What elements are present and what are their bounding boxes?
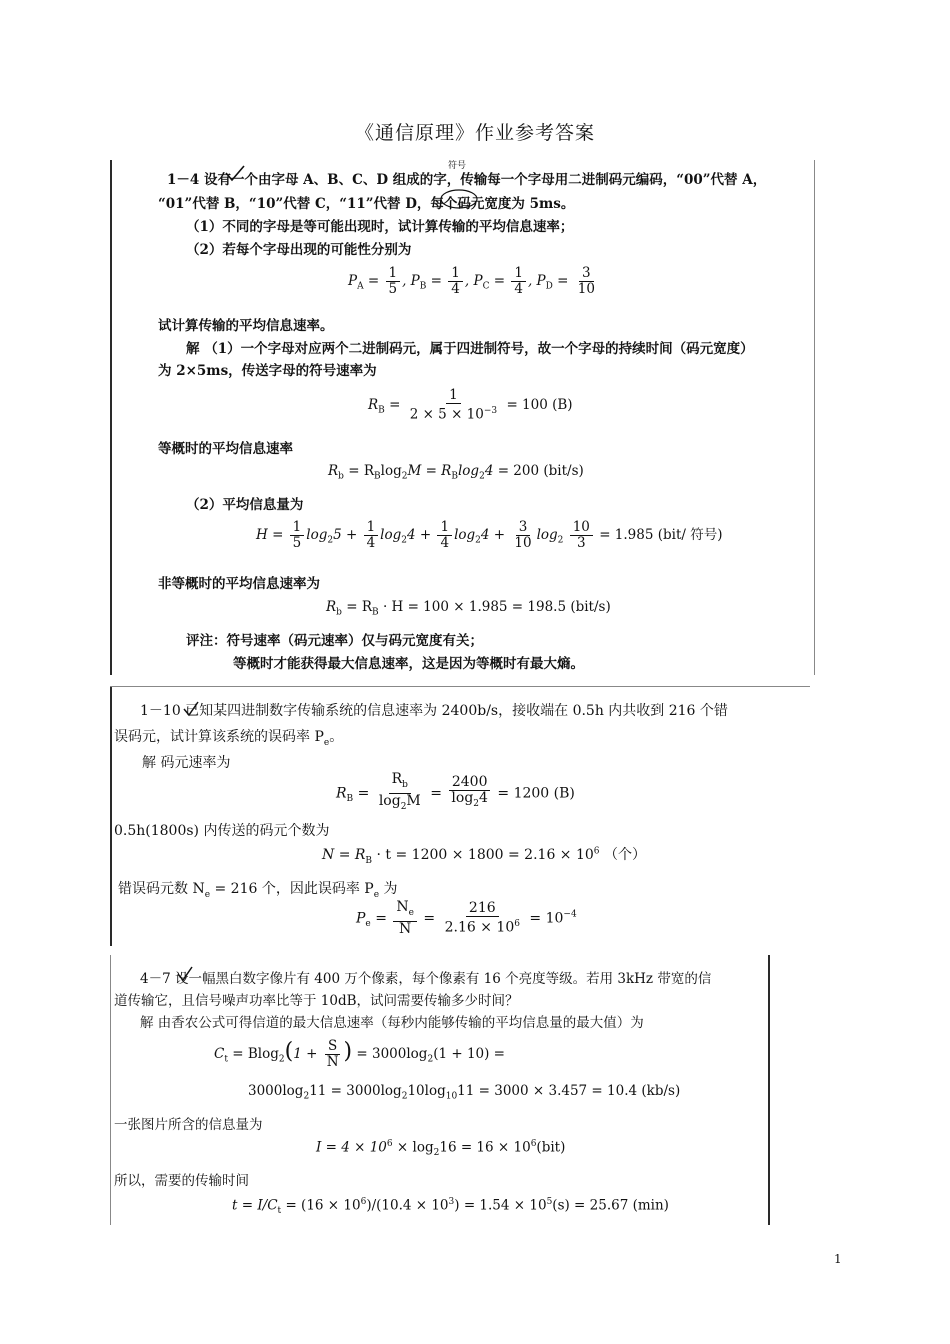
- comment-line1: 评注：符号速率（码元速率）仅与码元宽度有关；: [186, 633, 483, 649]
- error-rate-equation: $P_e$ = $\frac{N_e}{N}$ = $\frac{216}{2.16 \times 10^6}$ = $10^{-4}$: [356, 899, 577, 937]
- check-mark-icon: [224, 164, 246, 186]
- problem-1-10-statement-line2: 误码元，试计算该系统的误码率 $P_e$。: [114, 729, 344, 748]
- shannon-equation: $C_t = Blog_2(1$ + $\frac{S}{N}$ ) = $3000\log_2(1 + 10)$ =: [214, 1038, 505, 1070]
- entropy-equation: H = $\frac{1}{5}$ $\log_25$ + $\frac{1}{4}$ $\log_24$ + $\frac{1}{4}$ $\log_24$ + $\frac{3}{10}$ $\log_2$ $\frac{10}{3}$ = 1.985 (bit/ 符号): [256, 519, 723, 551]
- unequal-info-rate-equation: $R_b = R_B \cdot H = 100 \times 1.985 = 198.5$ (bit/s): [326, 599, 611, 618]
- error-count-label: 错误码元数 $N_e = 216$ 个，因此误码率 $P_e$ 为: [118, 881, 398, 900]
- problem-1-4-statement-line1: 1－4 设有一个由字母 A、B、C、D 组成的字，传输每一个字母用二进制码元编码，“00”代替 A，: [167, 172, 767, 188]
- info-rate-equation: $R_b = R_B\log_2M = R_B\log_24 = 200$ (bit/s): [328, 463, 584, 482]
- problem-4-7-solution: 解 由香农公式可得信道的最大信息速率（每秒内能够传输的平均信息量的最大值）为: [140, 1015, 644, 1031]
- problem-1-10-solution: 解 码元速率为: [142, 755, 231, 771]
- problem-4-7-scan: [110, 955, 770, 1225]
- problem-1-10-scan: [110, 686, 810, 946]
- symbol-count-label: 0.5h(1800s) 内传送的码元个数为: [114, 823, 330, 839]
- solution-line1: 解 （1）一个字母对应两个二进制码元，属于四进制符号，故一个字母的持续时间（码元宽度）: [186, 341, 754, 357]
- check-mark-icon: [176, 965, 194, 987]
- problem-1-4-statement-line2: “01”代替 B，“10”代替 C，“11”代替 D，每个码元宽度为 5ms。: [158, 196, 575, 212]
- problem-1-4-scan: [110, 160, 815, 675]
- problem-1-4-ask: 试计算传输的平均信息速率。: [158, 318, 334, 334]
- capacity-equation: $3000\log_211 = 3000\log_210\log_{10}11 = 3000 \times 3.457 = 10.4$ (kb/s): [248, 1083, 681, 1102]
- solution-line2: 为 2×5ms，传送字母的符号速率为: [158, 363, 377, 379]
- handwritten-annotation: 符号: [448, 161, 467, 171]
- comment-line2: 等概时才能获得最大信息速率，这是因为等概时有最大熵。: [233, 656, 584, 672]
- probability-equation: $P_A$ = $\frac{1}{5}$ , $P_B$ = $\frac{1}{4}$ , $P_C$ = $\frac{1}{4}$ , $P_D$ = $\frac{3}{10}$: [348, 265, 595, 297]
- avg-info-label: （2）平均信息量为: [186, 497, 304, 513]
- symbol-rate-equation-2: $R_B$ = $\frac{R_b}{\log_2M}$ = $\frac{2400}{\log_24}$ = 1200 (B): [336, 771, 575, 812]
- image-info-equation: $I = 4 \times 10^6 \times \log_216 = 16 \times 10^6(bit)$: [316, 1139, 566, 1159]
- equal-prob-label: 等概时的平均信息速率: [158, 441, 293, 457]
- problem-4-7-statement-line1: 4－7 设一幅黑白数字像片有 400 万个像素，每个像素有 16 个亮度等级。若用 3kHz 带宽的信: [140, 971, 712, 987]
- problem-1-4-part1: （1）不同的字母是等可能出现时，试计算传输的平均信息速率；: [186, 219, 574, 235]
- page-number: 1: [834, 1252, 842, 1266]
- transmission-time-equation: $t = I/C_t = (16 \times 10^6)/(10.4 \times 10^3) = 1.54 \times 10^5(s) = 25.67$ (min): [232, 1197, 669, 1217]
- problem-4-7-statement-line2: 道传输它，且信号噪声功率比等于 10dB，试问需要传输多少时间？: [114, 993, 519, 1009]
- problem-1-10-statement-line1: 1－10 已知某四进制数字传输系统的信息速率为 2400b/s，接收端在 0.5h 内共收到 216 个错: [140, 703, 728, 719]
- circle-annotation-icon: [439, 188, 479, 214]
- check-mark-icon: [182, 700, 200, 722]
- problem-1-4-part2: （2）若每个字母出现的可能性分别为: [186, 242, 412, 258]
- unequal-prob-label: 非等概时的平均信息速率为: [158, 576, 320, 592]
- page-title: 《通信原理》作业参考答案: [354, 122, 595, 144]
- symbol-rate-equation: $R_B$ = $\frac{1}{2 \times 5 \times 10^{-3}}$ = 100 (B): [368, 387, 573, 423]
- transmission-time-label: 所以，需要的传输时间: [114, 1173, 249, 1189]
- symbol-count-equation: $N = R_B \cdot t = 1200 \times 1800 = 2.16 \times 10^6$ （个）: [322, 846, 646, 866]
- image-info-label: 一张图片所含的信息量为: [114, 1117, 263, 1133]
